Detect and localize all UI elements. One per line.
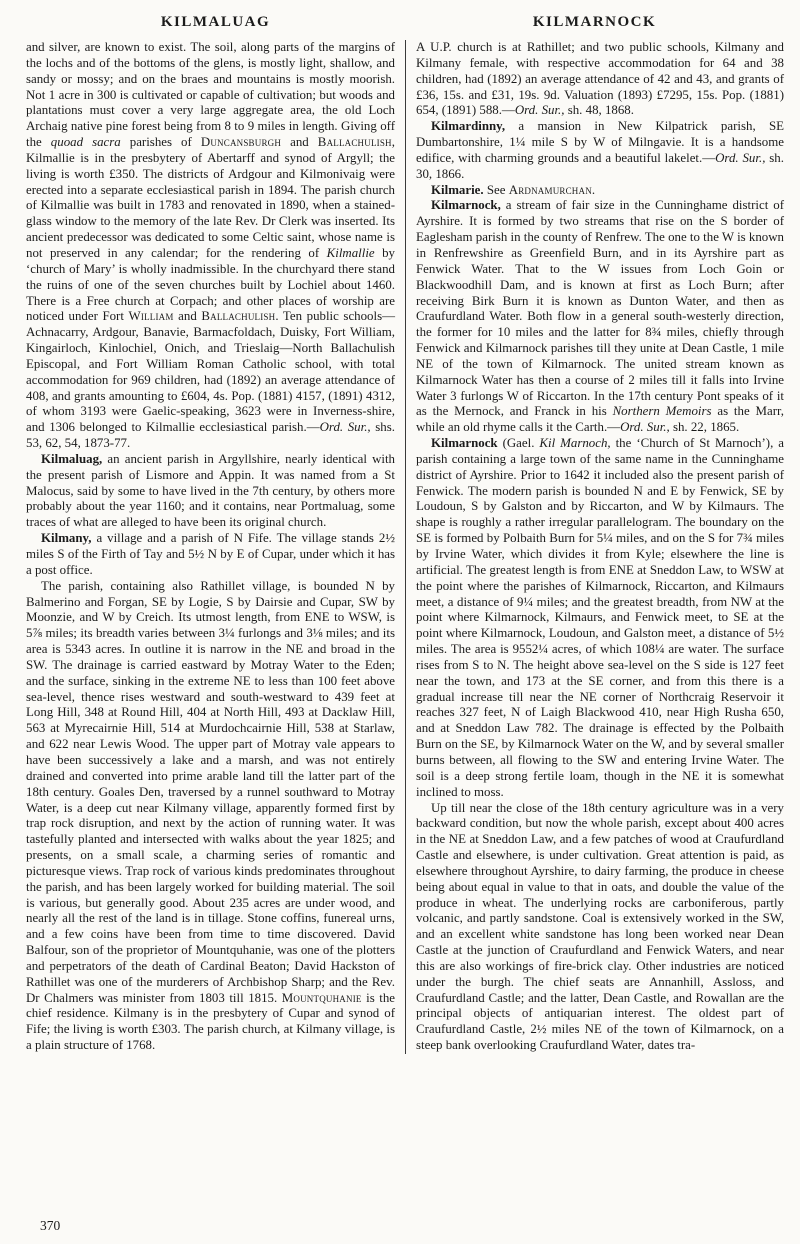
paragraph [26, 452, 395, 531]
text-run: Kil Marnoch, [539, 436, 611, 451]
text-run: The parish, containing also Rathillet village, is bounded N by Balmerino and Forgan, SE by Logie, S by Dairsie and Cupar, SW by Moonzie, and W by Creich. Its utmost length, from ENE to WSW, is 5⅞ miles; its breadth varies between 3¼ furlongs and 3⅛ miles; and its area is 5343 acres. In outline it is narrow in the NE and broad in the SW. The drainage is carried eastward by Motray Water to the Eden; and the surface, sinking in the extreme NE to less than 100 feet above sea-level, thence rises westward and south-westward to 439 feet at Long Hill, 348 at Round Hill, 404 at North Hill, 493 at Dacklaw Hill, 563 at Myrecairnie Hill, 514 at Murdochcairnie Hill, 538 at Starlaw, and 622 near Lewis Wood. The upper part of Motray vale appears to have been successively a lake and a marsh, and was not entirely drained and converted into prime arable land till the latter part of the 18th century. Goales Den, traversed by a runnel southward to Motray Water, is a deep cut near Kilmany village, apparently formed first by trap rock disruption, and next by the action of running water. It was tastefully planted and intersected with walks about the year 1825; and presents, on a small scale, a charming series of romantic and picturesque views. Trap rock of various kinds predominates throughout the parish, and has been largely worked for building material. The soil is various, but generally good. About 235 acres are under wood, and nearly all the rest of the land is in tillage. Stone coffins, funereal urns, and a few coins have been from time to time discovered. David Balfour, son of the proprietor of Mountquhanie, was one of the plotters and perpetrators of the death of Cardinal Beaton; David Hackston of Rathillet was one of the murderers of Archbishop Sharp; and the Rev. Dr Chalmers was minister from 1803 till 1815. [26, 578, 395, 1005]
text-run: Ord. Sur., [620, 420, 670, 435]
text-run: (Gael. [497, 436, 540, 451]
text-run: a stream of fair size in the Cunninghame district of Ayrshire. It is formed by two streams that rise on the S border of Eaglesham parish in the county of Renfrew. The one to the W is known in Renfrewshire as Greenfield Burn, and in its Ayrshire part as Fenwick Water. That to the W issues from Loch Goin or Blackwoodhill Dam, and is known at first as Loch Burn; after receiving Birk Burn it is known as Dunton Water, and then as Craufurdland Water. Both flow in a general south-westerly direction, the former for 10 miles and the latter for 8¾ miles, chiefly through Fenwick and Kilmarnock parishes till they unite at Dean Castle, 1 mile NE of the town of Kilmarnock. The united stream known as Kilmarnock Water has then a course of 2 miles till it falls into Irvine Water 3 furlongs W of Riccarton. In the 17th century Pont speaks of it as the Mernock, and Franck in his [416, 198, 784, 419]
text-run: Kilmallie [326, 245, 375, 260]
text-run: a mansion in New Kilpatrick parish, SE Dumbartonshire, 1¼ mile S by W of Milngavie. It is a handsome edifice, with charming grounds and a beautiful lakelet.— [416, 119, 784, 165]
text-run: parishes of [120, 135, 201, 150]
text-run: the ‘Church of St Marnoch’), a parish containing a large town of the same name in the Cunninghame district of Ayrshire. Prior to 1642 it included also the present parish of Fenwick. The modern parish is bounded N and E by Fenwick, SE by Loudoun, S by Galston and by Riccarton, and W by Kilmaurs. The shape is roughly a rather irregular parallelogram. The boundary on the SE is formed by Polbaith Burn for 5¼ miles, and on the S for 7¾ miles by Irvine Water, which divides it from Kyle; elsewhere the line is artificial. The greatest length is from ENE at Sneddon Law, to WSW at the point where the parishes of Kilmarnock, Riccarton, and Kilmaurs meet, a distance of 9¼ miles; and the greatest breadth, from NW at the point where Kilmarnock, Kilmaurs, and Fenwick meet, to SE at the point where Kilmarnock, Loudoun, and Galston meet, a distance of 5½ miles. The area is 9552¼ acres, of which 108¼ are water. The surface rises from S to N. The height above sea-level on the S side is 127 feet near the town, and 173 at the SE corner, and from this there is a gradual increase till near the NE corner of Northcraig Reservoir it reaches 327 feet, N of Laigh Blackwood 410, near High Rusha 650, and at Sneddon Law 782. The drainage is effected by the Polbaith Burn on the SE, by Kilmarnock Water on the W, and by several smaller burns between, all flowing to the SW and entering Irvine Water. The soil is a deep strong fertile loam, though in the NE it is somewhat inclined to moss. [416, 436, 784, 799]
text-run: sh. 22, 1865. [669, 420, 740, 435]
paragraph [416, 436, 784, 800]
text-run: a village and a parish of N Fife. The village stands 2½ miles S of the Firth of Tay and 5½ N by E of Cupar, under which it has a post office. [26, 531, 395, 577]
text-run: Kilmaluag, [41, 451, 103, 466]
paragraph [26, 40, 395, 452]
text-run: Kilmarie. [431, 182, 484, 197]
text-run: by ‘church of Mary’ is wholly inadmissible. In the churchyard there stand the ruins of one of the seven churches built by Lochiel about 1460. There is a Free church at Corpach; and other places of worship are noticed under Fort [26, 245, 395, 324]
paragraph [416, 183, 784, 199]
two-column-text [26, 40, 784, 1054]
paragraph [416, 119, 784, 182]
text-run: Ballachulish [317, 135, 392, 150]
text-run: an ancient parish in Argyllshire, nearly identical with the present parish of Lismore and Appin. It was named from a St Malocus, said by some to have lived in the 7th century, by others more probably about the year 1160; and it contains, near Portmaluag, some traces of what are alleged to have been its original church. [26, 451, 395, 530]
text-run: sh. 30, 1866. [416, 150, 784, 181]
text-run: and [173, 309, 202, 324]
text-run: Kilmardinny, [431, 119, 506, 134]
text-run: Mountquhanie [281, 990, 362, 1005]
text-run: Kilmarnock, [431, 198, 501, 213]
paragraph [26, 531, 395, 579]
right-column [405, 40, 784, 1054]
text-run: Ardnamurchan [508, 182, 592, 197]
text-run: Kilmarnock [431, 436, 498, 451]
text-run: as the Marr, while an old rhyme calls it the Carth.— [416, 404, 784, 435]
running-header-left: KILMALUAG [160, 14, 271, 30]
page-number: 370 [40, 1218, 61, 1233]
text-run: shs. 53, 62, 54, 1873-77. [26, 420, 395, 451]
paragraph [416, 198, 784, 436]
text-run: and silver, are known to exist. The soil, along parts of the margins of the lochs and of the bottoms of the glens, is mostly light, shallow, and sandy or mossy; and on the braes and mountains is mostly moorish. Not 1 acre in 300 is cultivated or capable of cultivation; but woods and plantations must cover a very large aggregate area, the old Loch Archaig native pine forest being from 8 to 9 miles in length. Giving off the [26, 40, 395, 150]
text-run: . Ten public schools—Achnacarry, Ardgour, Banavie, Barmacfoldach, Duisky, Fort William, Kingairloch, Kinlochiel, Onich, and Trieslaig—North Ballachulish Episcopal, and Fort William Roman Catholic school, with total accommodation for 969 children, had (1892) an average attendance of 408, and grants amounting to £604, 4s. Pop. (1881) 4157, (1891) 4312, of whom 3193 were Gaelic-speaking, 3623 were in Inverness-shire, and 1306 belonged to Kilmallie ecclesiastical parish.— [26, 309, 395, 435]
text-run: quoad sacra [50, 135, 121, 150]
left-column [26, 40, 405, 1054]
text-run: Ord. Sur., [715, 150, 766, 165]
paragraph [416, 801, 784, 1055]
running-header [26, 10, 784, 40]
text-run: Duncansburgh [200, 135, 282, 150]
text-run: See [483, 182, 509, 197]
text-run: Northern Memoirs [612, 404, 712, 419]
text-run: . [591, 182, 596, 197]
text-run: Kilmany, [41, 531, 92, 546]
text-run: is the chief residence. Kilmany is in the presbytery of Cupar and synod of Fife; the living is worth £303. The parish church, at Kilmany village, is a plain structure of 1768. [26, 990, 396, 1053]
paragraph [26, 579, 395, 1054]
text-run: Ord. Sur., [319, 420, 371, 435]
text-run: and [281, 135, 318, 150]
running-header-right: KILMARNOCK [532, 14, 657, 30]
paragraph [416, 40, 784, 119]
text-run: Ballachulish [201, 309, 276, 324]
text-run: Up till near the close of the 18th century agriculture was in a very backward condition, but now the whole parish, except about 400 acres in the NE at Sneddon Law, and a few patches of wood at Craufurdland Castle and elsewhere, is under cultivation. Great attention is paid, as elsewhere throughout Ayrshire, to dairy farming, the produce in cheese being about equal in value to that in oats, and double the value of the produce in wheat. The underlying rocks are carboniferous, partly volcanic, and partly sandstone. Coal is extensively worked in the SW, and an excellent white sandstone has long been worked near Dean Castle at the junction of Craufurdland and Fenwick Waters, and near this are also workings of fire-brick clay. Other industries are noticed under the burgh. The chief seats are Annanhill, Assloss, and Craufurdland Castle; and the latter, Dean Castle, and Rowallan are the principal objects of antiquarian interest. The oldest part of Craufurdland Castle, 2½ miles NE of the town of Kilmarnock, on a steep bank overlooking Craufurdland Water, dates tra- [416, 800, 784, 1053]
text-run: Ord. Sur., [514, 103, 565, 118]
text-run: A U.P. church is at Rathillet; and two public schools, Kilmany and Kilmany female, with respective accommodation for 64 and 38 children, had (1892) an average attendance of 42 and 43, and grants of £36, 15s. and £31, 19s. 9d. Valuation (1893) £7295, 15s. Pop. (1881) 654, (1891) 588.— [416, 40, 784, 118]
text-run: , Kilmallie is in the presbytery of Abertarff and synod of Argyll; the living is worth £350. The districts of Ardgour and Kilmonivaig were erected into a separate ecclesiastical parish in 1894. The parish church of Kilmallie was built in 1783 and renovated in 1890, when a stained-glass window to the memory of the late Rev. Dr Clerk was inserted. Its ancient predecessor was dedicated to some Celtic saint, whose name is not preserved in any calendar; for the rendering of [26, 135, 395, 260]
text-run: William [128, 309, 174, 324]
text-run: sh. 48, 1868. [564, 103, 634, 118]
